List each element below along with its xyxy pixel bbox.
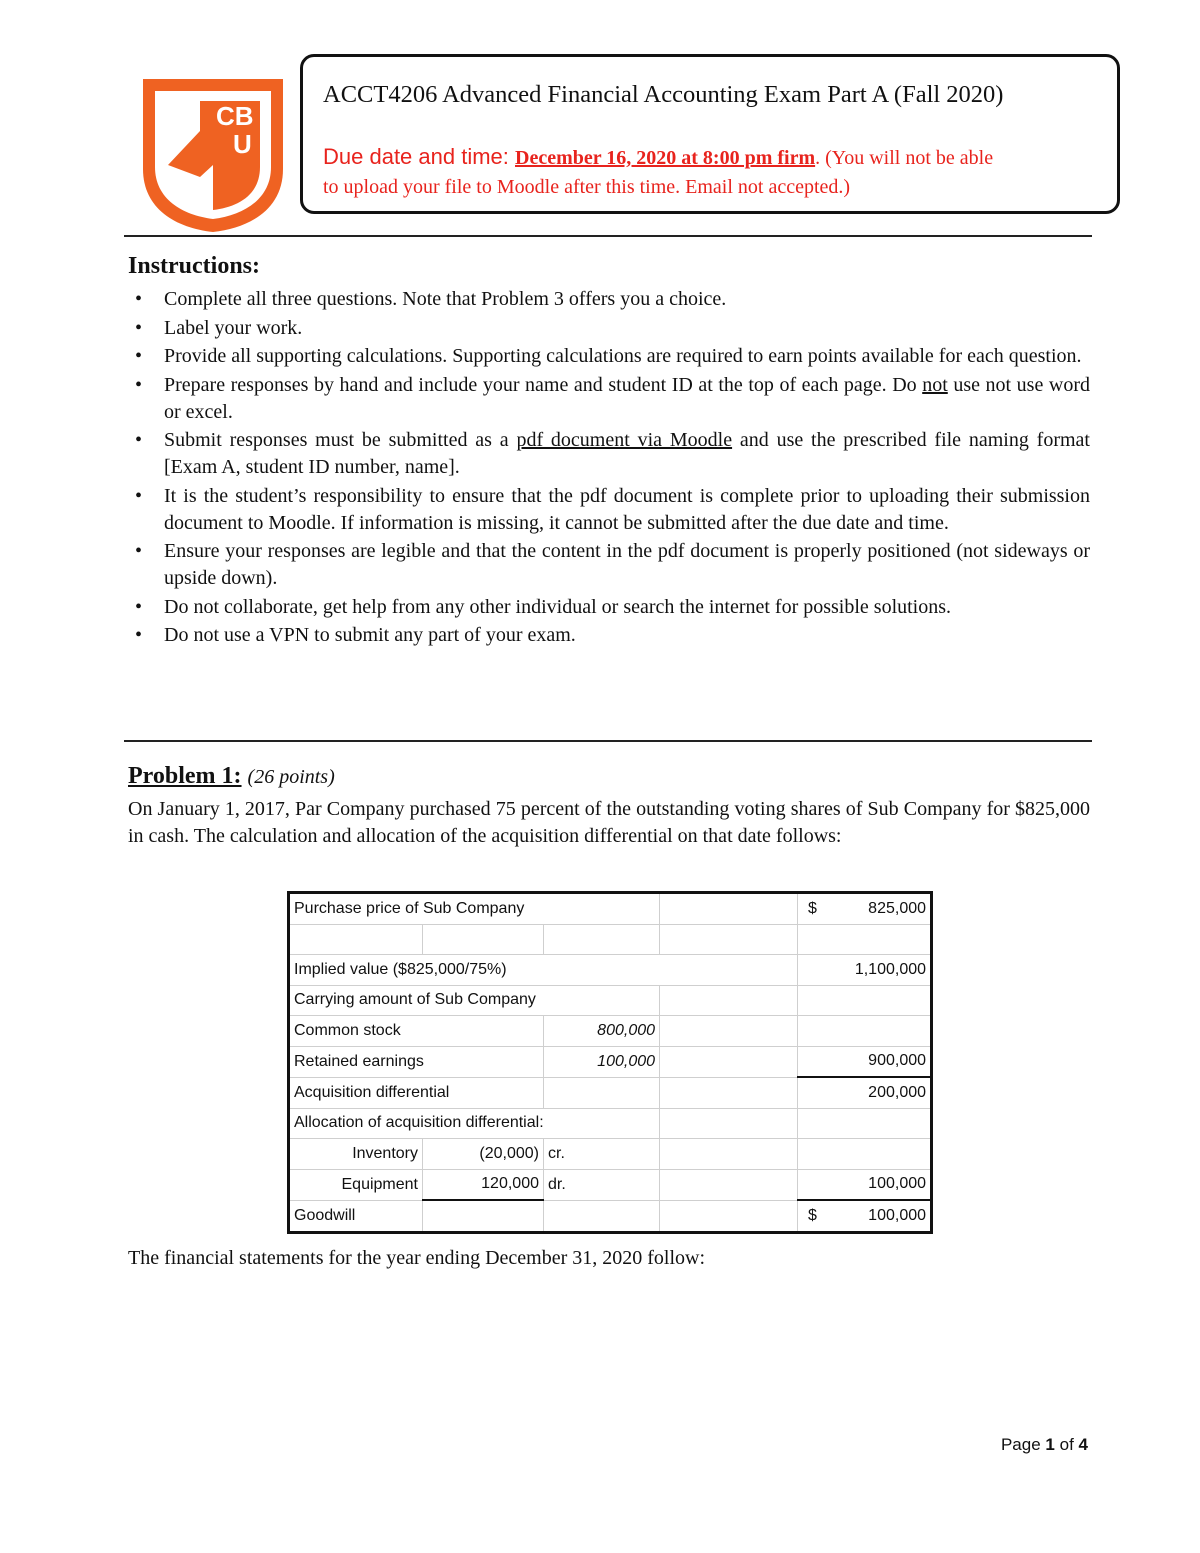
instruction-item: • Ensure your responses are legible and that the content in the pdf document is properly positioned (not sideways or upside down). — [128, 538, 1090, 592]
table-row — [289, 985, 932, 1016]
acquisition-differential-table — [287, 891, 933, 1234]
instruction-item: • Label your work. — [128, 315, 1090, 342]
logo-letters-bottom: U — [233, 129, 252, 159]
cbu-logo — [138, 73, 288, 233]
underlined-text: pdf document via Moodle — [516, 429, 733, 451]
underlined-text: not — [922, 373, 948, 396]
purchase-price-cell: $ 825,000 — [798, 893, 932, 925]
problem1-intro: On January 1, 2017, Par Company purchased 75 percent of the outstanding voting shares of Sub Company for $825,000 in cash. The calculation and allocation of the acquisition differential on that date follows: — [128, 798, 1090, 847]
due-date-line — [323, 144, 993, 170]
logo-letters-top: CB — [216, 101, 254, 131]
exam-title: ACCT4206 Advanced Financial Accounting Exam Part A (Fall 2020) — [323, 81, 1004, 108]
equipment-label: Equipment — [289, 1169, 423, 1200]
goodwill-cell: $ 100,000 — [798, 1200, 932, 1232]
instruction-item: • Submit responses must be submitted as a pdf document via Moodle and use the prescribed file naming format [Exam A, student ID number, name]. — [128, 427, 1090, 481]
page-number: Page 1 of 4 — [1000, 1435, 1088, 1454]
inventory-value: (20,000) — [423, 1139, 544, 1170]
carrying-amount-label: Carrying amount of Sub Company — [289, 985, 660, 1016]
table-row — [289, 955, 932, 986]
implied-value-label: Implied value ($825,000/75%) — [289, 955, 798, 986]
instruction-item: • Do not collaborate, get help from any other individual or search the internet for possible solutions. — [128, 594, 1090, 621]
goodwill-label: Goodwill — [289, 1200, 423, 1232]
header-box — [300, 54, 1120, 214]
table-row — [289, 1139, 932, 1170]
table-row — [289, 924, 932, 955]
allocation-label: Allocation of acquisition differential: — [289, 1108, 660, 1139]
due-label: Due date and time: — [323, 144, 516, 169]
table-row — [289, 1200, 932, 1232]
inventory-label: Inventory — [289, 1139, 423, 1170]
instructions-heading: Instructions: — [128, 253, 261, 279]
statements-intro: The financial statements for the year ending December 31, 2020 follow: — [128, 1247, 706, 1269]
divider-top — [124, 235, 1092, 237]
implied-value: 1,100,000 — [798, 955, 932, 986]
instructions-list — [128, 286, 1090, 651]
problem1-title: Problem 1: — [128, 763, 242, 789]
equipment-value: 120,000 — [423, 1169, 544, 1200]
table-row — [289, 1016, 932, 1047]
retained-earnings-value: 100,000 — [544, 1046, 660, 1077]
divider-middle — [124, 740, 1092, 742]
table-row — [289, 893, 932, 925]
retained-earnings-label: Retained earnings — [289, 1046, 544, 1077]
instruction-item: • Complete all three questions. Note that Problem 3 offers you a choice. — [128, 286, 1090, 313]
due-date: December 16, 2020 at 8:00 pm firm — [515, 147, 816, 169]
allocation-total: 100,000 — [798, 1169, 932, 1200]
inventory-side: cr. — [544, 1139, 660, 1170]
instruction-item: • Provide all supporting calculations. Supporting calculations are required to earn points available for each question. — [128, 343, 1090, 370]
acquisition-differential-value: 200,000 — [798, 1077, 932, 1108]
problem1-heading — [128, 763, 335, 790]
instruction-item: • Prepare responses by hand and include your name and student ID at the top of each page. Do not use not use word or excel. — [128, 372, 1090, 426]
acquisition-differential-label: Acquisition differential — [289, 1077, 544, 1108]
due-note-2: to upload your file to Moodle after this time. Email not accepted.) — [323, 176, 851, 198]
table-row — [289, 1108, 932, 1139]
table-row — [289, 1169, 932, 1200]
problem1-points: (26 points) — [247, 766, 335, 788]
instruction-item: • It is the student’s responsibility to ensure that the pdf document is complete prior to uploading their submission document to Moodle. If information is missing, it cannot be submitted after the due date and time. — [128, 483, 1090, 537]
equipment-side: dr. — [544, 1169, 660, 1200]
table-row — [289, 1046, 932, 1077]
common-stock-label: Common stock — [289, 1016, 544, 1047]
instruction-item: • Do not use a VPN to submit any part of your exam. — [128, 622, 1090, 649]
carrying-total: 900,000 — [798, 1046, 932, 1077]
common-stock-value: 800,000 — [544, 1016, 660, 1047]
table-row — [289, 1077, 932, 1108]
purchase-price-label: Purchase price of Sub Company — [289, 893, 660, 925]
due-note-1: . (You will not be able — [815, 147, 994, 169]
